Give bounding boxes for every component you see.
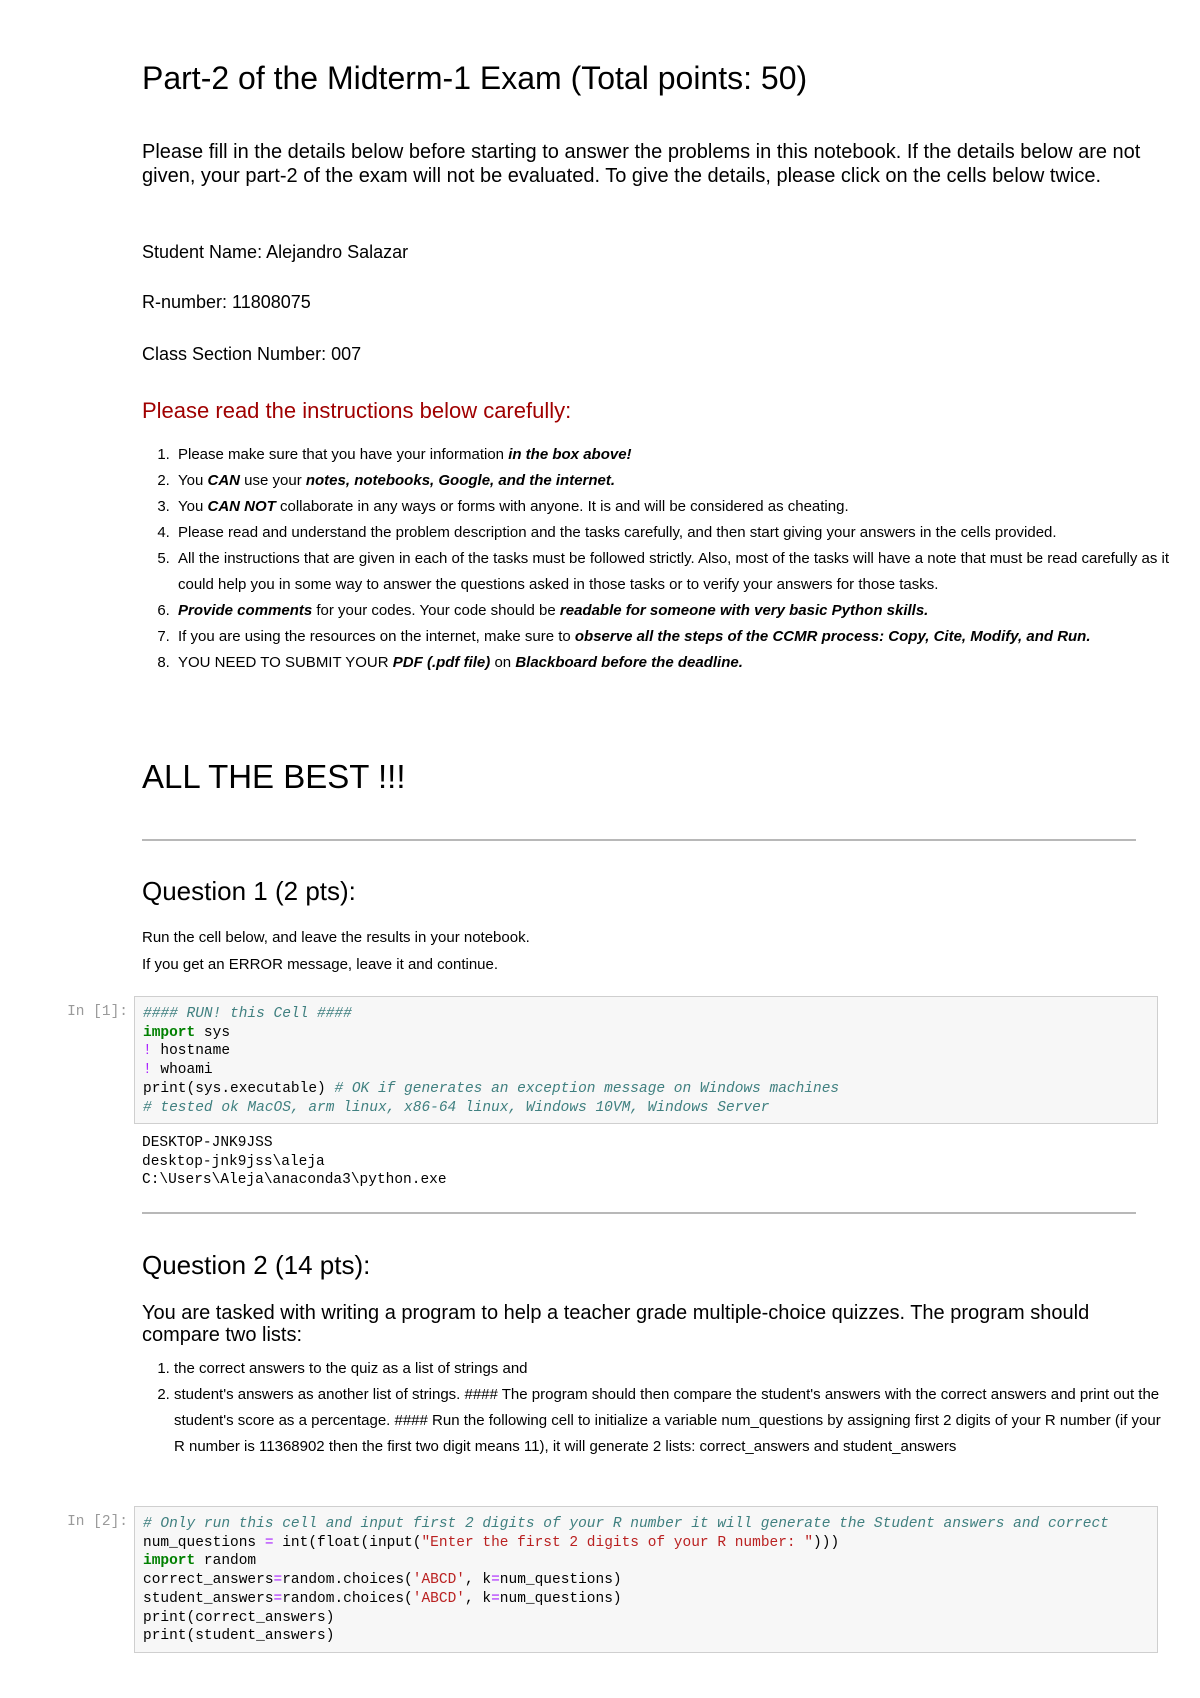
instruction-item: 8. YOU NEED TO SUBMIT YOUR PDF (.pdf file) on Blackboard before the deadline. [174,650,1174,676]
instructions-heading: Please read the instructions below carefully: [142,398,572,423]
instruction-item: 1. Please make sure that you have your information in the box above! [174,442,1174,468]
instructions-list [142,442,1174,676]
code-cell-2-source[interactable]: # Only run this cell and input first 2 digits of your R number it will generate the Student answers and correct num_questions = int(float(input("Enter the first 2 digits of your R number: "))) import random correct_answers=random.choices('ABCD', k=num_questions) student_answers=random.choices('ABCD', k=num_questions) print(correct_answers) print(student_answers) [143,1516,1109,1645]
divider [142,839,1136,841]
cell-1-prompt: In [1]: [67,1004,128,1020]
question-2-heading: Question 2 (14 pts): [142,1250,371,1280]
instruction-item: 4. Please read and understand the problem description and the tasks carefully, and then start giving your answers in the cells provided. [174,520,1174,546]
code-cell-2[interactable] [134,1506,1158,1653]
class-section: Class Section Number: 007 [142,344,362,364]
instruction-item: 2. You CAN use your notes, notebooks, Google, and the internet. [174,468,1174,494]
code-cell-1[interactable] [134,996,1158,1124]
student-name: Student Name: Alejandro Salazar [142,242,409,262]
question-1-line-1: Run the cell below, and leave the results in your notebook. [142,929,530,946]
instruction-item: 5. All the instructions that are given in each of the tasks must be followed strictly. Also, most of the tasks will have a note that must be read carefully as it could help you in some way to answer the questions asked in those tasks or to verify your answers for those tasks. [174,546,1174,598]
list-item: 2. student's answers as another list of strings. #### The program should then compare the student's answers with the correct answers and print out the student's score as a percentage. #### Run the following cell to initialize a variable num_questions by assigning first 2 digits of your R number (if your R number is 11368902 then the first two digit means 11), it will generate 2 lists: correct_answers and student_answers [174,1382,1174,1460]
divider [142,1212,1136,1214]
cell-2-prompt: In [2]: [67,1514,128,1530]
code-cell-1-source[interactable]: #### RUN! this Cell #### import sys ! hostname ! whoami print(sys.executable) # OK if generates an exception message on Windows machines # tested ok MacOS, arm linux, x86-64 linux, Windows 10VM, Windows Server [143,1006,840,1116]
list-item: 1. the correct answers to the quiz as a list of strings and [174,1356,1174,1382]
page-title: Part-2 of the Midterm-1 Exam (Total points: 50) [142,60,808,96]
all-the-best-heading: ALL THE BEST !!! [142,758,406,795]
question-1-line-2: If you get an ERROR message, leave it and continue. [142,956,499,973]
question-2-intro: You are tasked with writing a program to help a teacher grade multiple-choice quizzes. The program should compare two lists: [142,1302,1090,1346]
instruction-item: 6. Provide comments for your codes. Your code should be readable for someone with very basic Python skills. [174,598,1174,624]
cell-1-output: DESKTOP-JNK9JSS desktop-jnk9jss\aleja C:\Users\Aleja\anaconda3\python.exe [142,1135,447,1189]
instruction-item: 7. If you are using the resources on the internet, make sure to observe all the steps of the CCMR process: Copy, Cite, Modify, and Run. [174,624,1174,650]
question-2-list [142,1356,1174,1460]
intro-paragraph: Please fill in the details below before starting to answer the problems in this notebook. If the details below are not given, your part-2 of the exam will not be evaluated. To give the details, please click on the cells below twice. [142,141,1141,187]
r-number: R-number: 11808075 [142,292,311,312]
question-1-heading: Question 1 (2 pts): [142,876,356,906]
instruction-item: 3. You CAN NOT collaborate in any ways or forms with anyone. It is and will be considered as cheating. [174,494,1174,520]
